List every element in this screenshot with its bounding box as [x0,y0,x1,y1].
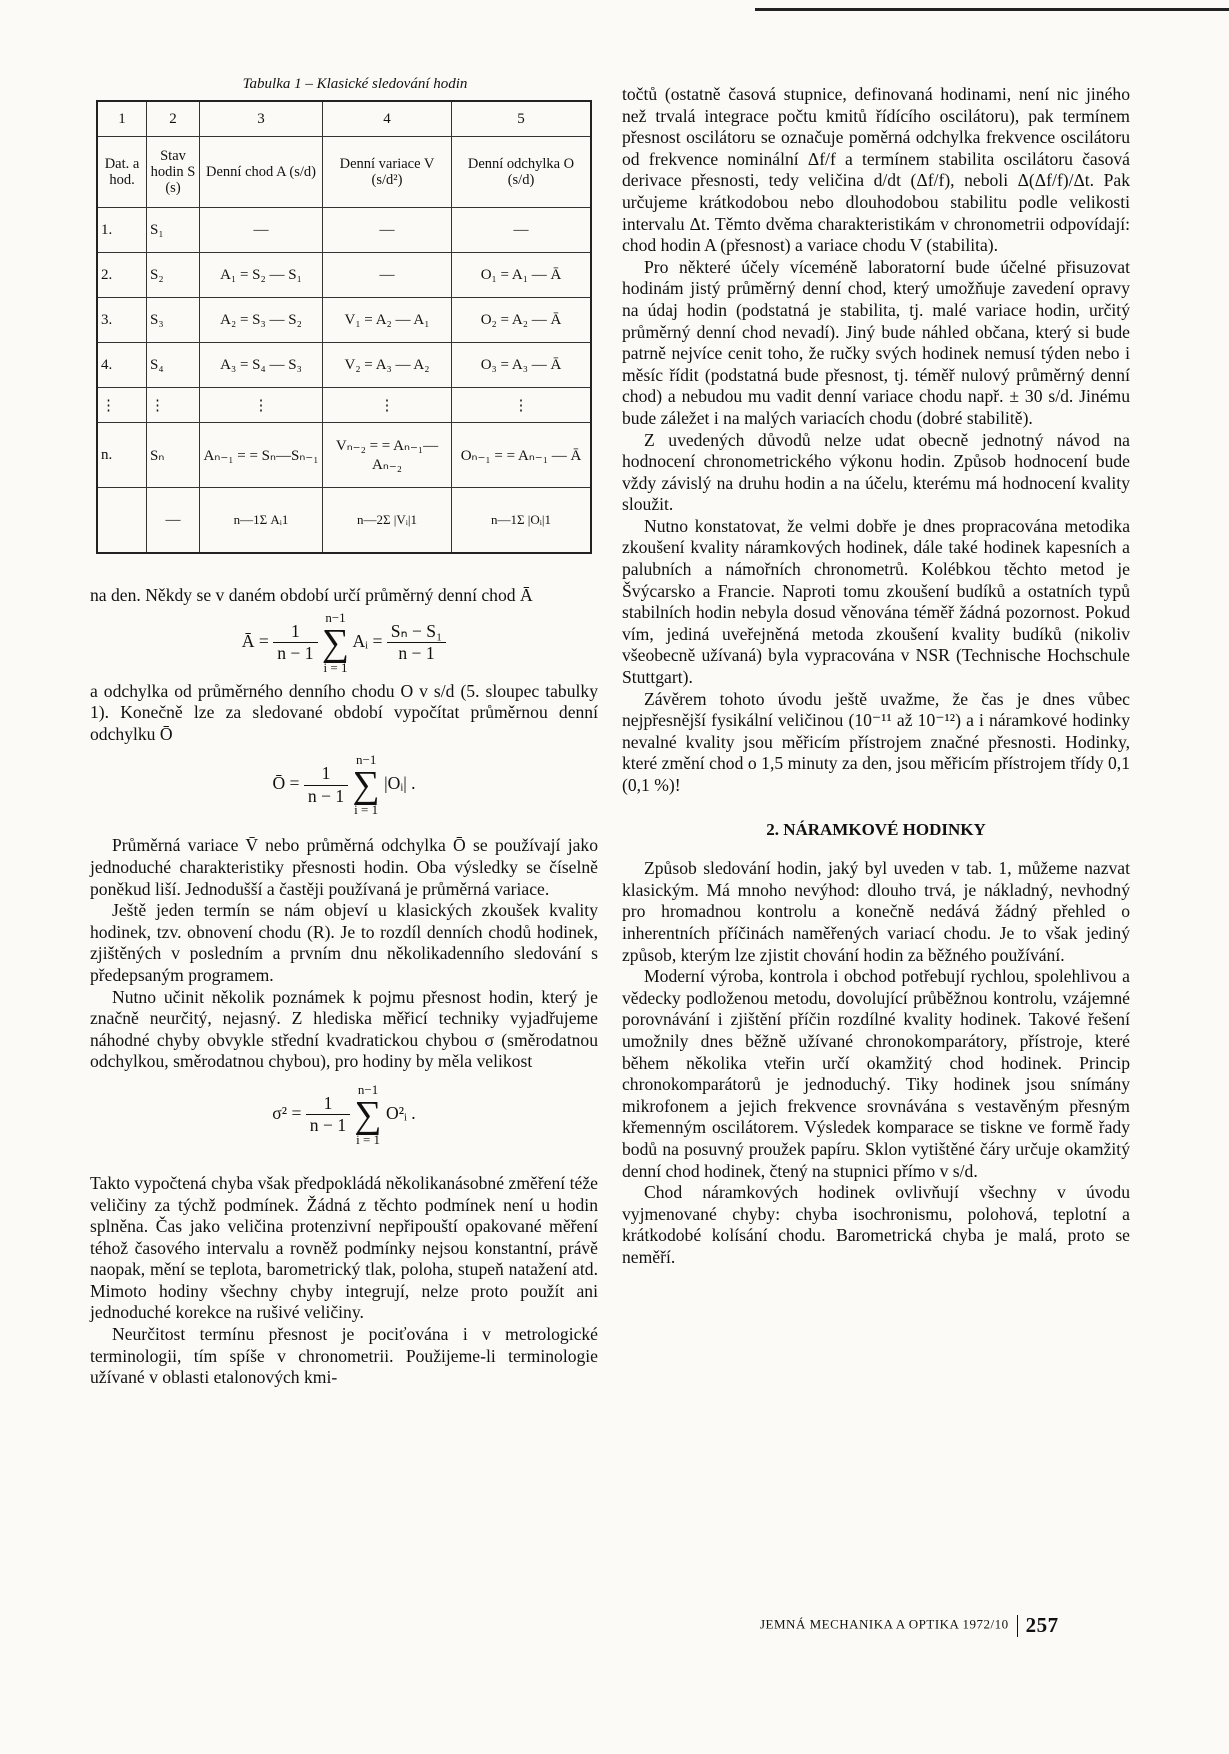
formula-term: |Oᵢ| . [384,773,416,794]
fraction-denominator: n − 1 [309,1115,347,1136]
formula-lhs: Ā = [241,630,269,651]
table-cell: O₂ = A₂ — Ā [452,298,592,343]
table-cell: 2. [97,253,147,298]
col-number: 5 [452,101,592,137]
header-cell: Dat. a hod. [97,137,147,208]
sum-bottom: i = 1 [356,1131,381,1147]
table-cell: — [200,208,323,253]
footer-divider [1017,1615,1018,1637]
paragraph: Moderní výroba, kontrola i obchod potřebují rychlou, spolehlivou a vědecky podloženou metodu, dovolující průběžnou kontrolu, vzájemné porovnávání i zjištění příčin rozdílné kvality hodinek. Takové řešení umožnily dnes běžně užívané chronokomparátory, přístroje, které během několika vteřin určí okamžitý chod hodinek. Princip chronokomparátorů je jednoduchý. Tiky hodinek jsou snímány mikrofonem a jejich frekvence srovnávána s vestavěným přesným křemenným oscilátorem. Výsledek komparace se tiskne ve formě řady bodů na posuvný proužek papíru. Sklon vytištěné čáry určuje okamžitý denní chod hodinek, čtený na stupnici přímo v s/d. [622,966,1130,1181]
sum-bottom: i = 1 [354,802,379,818]
table-cell [97,488,147,554]
header-cell: Stav hodin S (s) [147,137,200,208]
sum-top: n−1 [325,609,346,625]
sum-top: n—1 [490,512,517,528]
fraction-numerator: Sₙ − S₁ [387,621,446,644]
table-cell: — [323,208,452,253]
summation-symbol [353,753,380,817]
sigma-glyph: ∑ [352,764,380,807]
formula-term: Aᵢ = [352,630,383,651]
table-row [97,298,591,343]
table-cell: O₃ = A₃ — Ā [452,343,592,388]
sum-bottom: 1 [410,512,418,528]
header-cell: Denní odchylka O (s/d) [452,137,592,208]
sum-expression: Σ |Vᵢ| [382,512,411,528]
formula-fraction [304,763,348,807]
formula-mean-deviation [90,745,598,835]
table-cell: S₂ [147,253,200,298]
table-cell: ⋮ [452,388,592,423]
table-cell: V₂ = A₃ — A₂ [323,343,452,388]
sum-cell-a [200,488,323,554]
fraction-numerator: 1 [273,621,317,644]
col-number: 2 [147,101,200,137]
table-cell: S₄ [147,343,200,388]
table-cell: 1. [97,208,147,253]
left-column [90,585,598,1389]
col-number: 3 [200,101,323,137]
table-cell: ⋮ [200,388,323,423]
journal-name: JEMNÁ MECHANIKA A OPTIKA 1972/10 [760,1616,1009,1632]
table-cell: A₂ = S₃ — S₂ [200,298,323,343]
page-footer [760,1613,1059,1638]
table-cell: Aₙ₋₁ = = Sₙ—Sₙ₋₁ [200,423,323,488]
formula-fraction [387,621,446,665]
paragraph: Nutno učinit několik poznámek k pojmu přesnost hodin, který je značně neurčitý, nejasný. Z hlediska měřicí techniky vyjadřujeme náhodné chyby obvykle střední kvadratickou chybou σ (směrodatnou odchylkou, směrodatnou chybou), pro hodiny by měla velikost [90,986,598,1072]
paragraph: Z uvedených důvodů nelze udat obecně jednotný návod na hodnocení chronometrického výkonu hodin. Způsob hodnocení bude vždy závislý na druhu hodin a na účelu, kterému má hodnocení kvality sloužit. [622,429,1130,515]
formula-term: O²ᵢ . [386,1102,416,1123]
paragraph: Ještě jeden termín se nám objeví u klasických zkoušek kvality hodinek, tzv. obnovení chodu (R). Je to rozdíl denních chodů hodinek, zjištěných v posledním a prvním dnu několikadenního sledování s předepsaným programem. [90,900,598,985]
right-column [622,84,1130,1268]
section-heading: 2. NÁRAMKOVÉ HODINKY [766,819,986,839]
sum-top: n−1 [357,1081,379,1097]
table-cell: ⋮ [97,388,147,423]
sum-symbol-a [234,513,289,527]
sum-cell-v [323,488,452,554]
table-caption: Tabulka 1 – Klasické sledování hodin [242,76,468,92]
paragraph: Nutno konstatovat, že velmi dobře je dnes propracována metodika zkoušení kvality náramkových hodinek, dále také hodinek kapesních a palubních a námořních chronometrů. Kolébkou těchto metod je Švýcarsko a Francie. Naproti tomu zkoušení budíků a ostatních typů stabilních hodin nebyla dosud věnována téměř žádná pozornost. Pokud vím, jediná uveřejněná metoda zkoušení kvality budíků (nikoliv všeobecně užívaná) byla vypracována v NSR (Technische Hochschule Stuttgart). [622,515,1130,688]
table-cell: V₁ = A₂ — A₁ [323,298,452,343]
formula-lhs: Ō = [272,773,300,794]
col-number: 4 [323,101,452,137]
fraction-denominator: n − 1 [307,785,345,806]
paragraph: Pro některé účely víceméně laboratorní bude účelné přisuzovat hodinám jistý průměrný denní chod, který umožňuje zavedení opravy na údaj hodin (podstatná je stabilita, tj. malé variace hodin, určitý průměrný denní chod nevadí). Jiný bude náhled občana, který si bude patrně nejvíce cenit toho, že ručky svých hodinek nemusí týden nebo i měsíc řídit (podstatná bude přesnost, tj. téměř nulový průměrný denní chod) a nebudou mu vadit denní variace chodu např. ± 30 s/d. Jinému bude záležet i na malých variacích chodu (dobré stabilitě). [622,256,1130,428]
sum-symbol-o [491,513,551,527]
table-cell: S₁ [147,208,200,253]
table-sum-row [97,488,591,554]
table-cell: — [452,208,592,253]
table-cell: O₁ = A₁ — Ā [452,253,592,298]
formula-lhs: σ² = [272,1102,302,1123]
sigma-glyph: ∑ [354,1093,382,1136]
table-cell: — [147,488,200,554]
table-cell: S₃ [147,298,200,343]
summation-symbol [355,1083,382,1147]
paragraph: Průměrná variace V̄ nebo průměrná odchylka Ō se používají jako jednoduché charakteristiky přesnosti hodin. Oba výsledky se číselně poněkud liší. Jednodušší a častěji používaná je průměrná variace. [90,835,598,899]
table-row [97,388,591,423]
header-cell: Denní variace V (s/d²) [323,137,452,208]
table-cell: — [323,253,452,298]
table-cell: A₃ = S₄ — S₃ [200,343,323,388]
sum-top: n−1 [355,752,377,768]
paragraph: na den. Někdy se v daném období určí průměrný denní chod Ā [90,585,533,605]
paragraph: Způsob sledování hodin, jaký byl uveden v tab. 1, můžeme nazvat klasickým. Má mnoho nevýhod: dlouho trvá, je nákladný, nevhodný pro hromadnou kontrolu a konečně nedává žádný přehled o inherentních příčinách naměřených variací chodu. Je to však jediný způsob, kterým lze zjistit chování hodin za běžného používání. [622,858,1130,965]
table-row [97,343,591,388]
paragraph: točtů (ostatně časová stupnice, definovaná hodinami, není nic jiného než trvalá integrace počtu kmitů řídícího oscilátoru), pak termínem přesnost oscilátoru se označuje poměrná odchylka frekvence oscilátoru od frekvence nominální Δf/f a termínem stabilita oscilátoru časová derivace přesnosti, tedy veličina d/dt (Δf/f), neboli Δ(Δf/f)/Δt. Pak určujeme krátkodobou nebo dlouhodobou stabilitu podle velikosti intervalu Δt. Těmto dvěma charakteristikám v chronometrii odpovídají: chod hodin A (přesnost) a variace chodu V (stabilita). [622,84,1130,256]
formula-sigma [90,1073,598,1173]
table-header-row [97,137,591,208]
formula-fraction [273,621,317,665]
table-cell: Oₙ₋₁ = = Aₙ₋₁ — Ā [452,423,592,488]
table-cell: ⋮ [323,388,452,423]
sum-bottom: 1 [281,512,289,528]
table-col-numbers [97,101,591,137]
top-border [0,0,1229,16]
sum-symbol-v [357,513,417,527]
paragraph: Závěrem tohoto úvodu ještě uvažme, že čas je dnes vůbec nejpřesnější fysikální veličinou (10⁻¹¹ až 10⁻¹²) a i náramkové hodinky nevalné kvality jsou měřicím přístrojem značné přesnosti. Hodinky, které změní chod o 1,5 minuty za den, jsou měřicím přístrojem třídy 0,1 (0,1 %)! [622,688,1130,795]
table-row [97,253,591,298]
sum-top: n—1 [233,512,260,528]
formula-mean-rate [90,607,598,681]
fraction-denominator: n − 1 [398,643,435,664]
classic-table [96,100,592,554]
table-cell: 3. [97,298,147,343]
paragraph: Neurčitost termínu přesnost je pociťována i v metrologické terminologii, tím spíše v chronometrii. Použijeme-li terminologie užívané v oblasti etalonových kmi- [90,1324,598,1388]
paragraph: a odchylka od průměrného denního chodu O v s/d (5. sloupec tabulky 1). Konečně lze za sledované období vypočítat průměrnou denní odchylku Ō [90,680,598,744]
header-cell: Denní chod A (s/d) [200,137,323,208]
formula-fraction [306,1093,350,1137]
table-cell: 4. [97,343,147,388]
table-cell: n. [97,423,147,488]
table-row [97,208,591,253]
sum-expression: Σ Aᵢ [259,512,282,528]
sum-bottom: i = 1 [323,659,348,675]
sum-expression: Σ |Oᵢ| [516,512,545,528]
fraction-numerator: 1 [304,763,348,786]
sum-bottom: 1 [544,512,552,528]
table-cell: A₁ = S₂ — S₁ [200,253,323,298]
table-cell: Sₙ [147,423,200,488]
fraction-numerator: 1 [306,1093,350,1116]
paragraph: Takto vypočtená chyba však předpokládá několikanásobné změření téže veličiny za týchž podmínek. Žádná z těchto podmínek není u hodin splněna. Čas jako veličina protenzivní nepřipouští opakované měření téhož časového intervalu a rovněž podmínky nejsou konstantní, právě naopak, mění se teplota, barometrický tlak, poloha, stupeň natažení atd. Mimoto hodiny všechny chyby integrují, nelze proto použít ani jednoduché korekce na rušivé veličiny. [90,1172,598,1323]
summation-symbol [322,611,349,675]
sum-cell-o [452,488,592,554]
sum-top: n—2 [356,512,383,528]
page-number: 257 [1025,1613,1059,1637]
sigma-glyph: ∑ [321,621,350,664]
table-row [97,423,591,488]
top-rule [755,8,1229,11]
paragraph: Chod náramkových hodinek ovlivňují všechny v úvodu vyjmenované chyby: chyba isochronismu, polohová, teplotní a krátkodobé kolísání chodu. Barometrická chyba je malá, proto se neměří. [622,1182,1130,1267]
table-cell: ⋮ [147,388,200,423]
col-number: 1 [97,101,147,137]
fraction-denominator: n − 1 [277,643,314,664]
table-cell: Vₙ₋₂ = = Aₙ₋₁—Aₙ₋₂ [323,423,452,488]
